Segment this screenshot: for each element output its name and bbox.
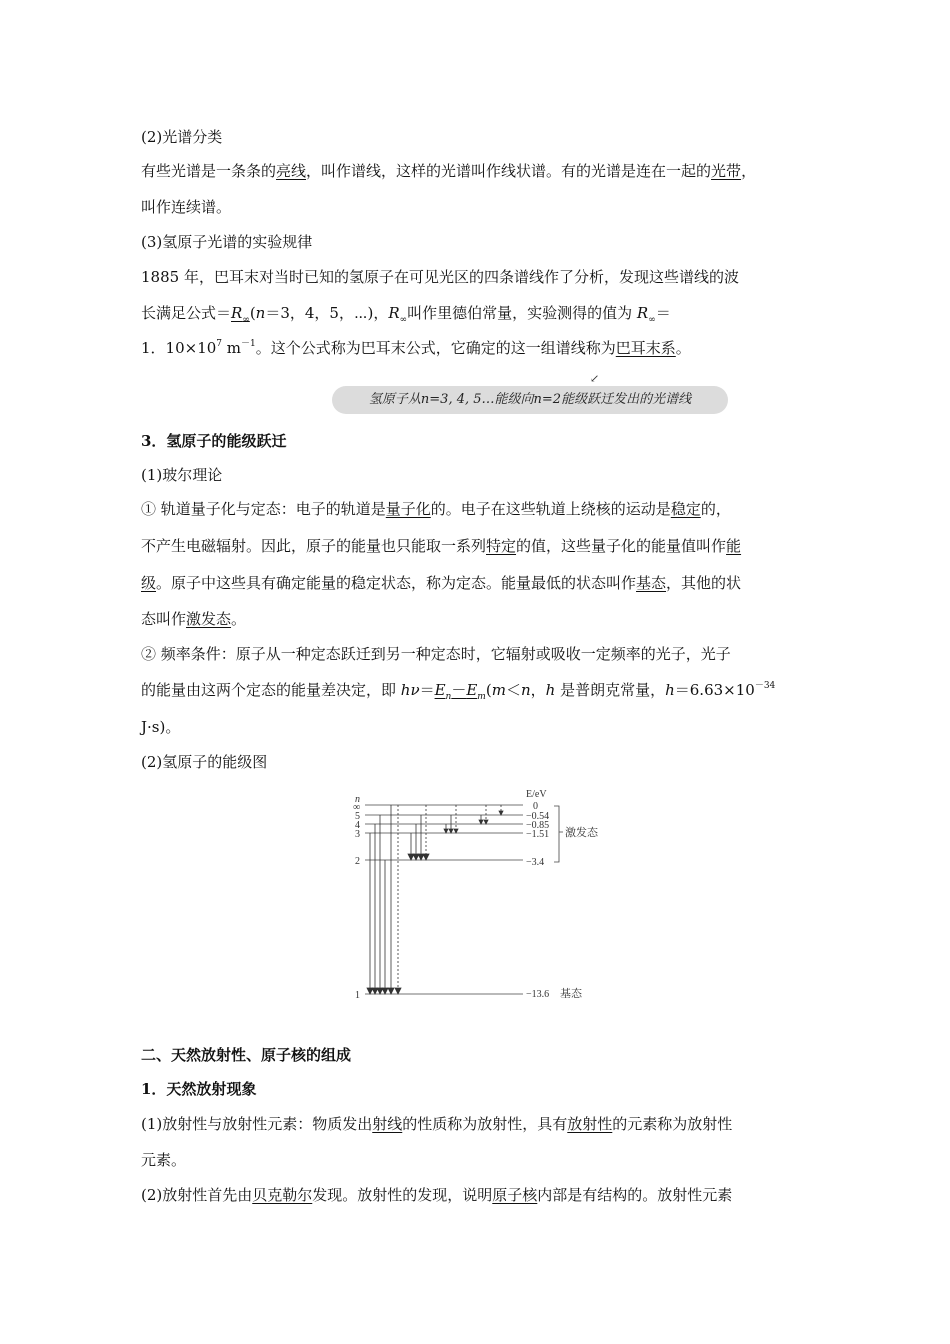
level-label-2: 2 xyxy=(355,856,360,867)
paragraph-line: 叫作连续谱。 xyxy=(141,198,232,216)
text: (1)放射性与放射性元素：物质发出 xyxy=(141,1115,373,1133)
text: ＝ xyxy=(655,304,671,322)
arrowhead xyxy=(449,829,453,833)
ground-state-label: 基态 xyxy=(560,988,582,1000)
pointer-arrow-icon: ↙ xyxy=(590,372,600,385)
symbol: － xyxy=(451,681,467,699)
level-label-5: 5 xyxy=(355,811,360,822)
symbol: R xyxy=(231,304,243,322)
level-label-4: 4 xyxy=(355,820,360,831)
text: ＝6.63×10 xyxy=(674,681,755,699)
energy-value-3: −1.51 xyxy=(526,829,550,840)
text: ，叫作谱线，这样的光谱叫作线状谱。有的光谱是连在一起的 xyxy=(306,162,712,180)
symbol: n xyxy=(255,304,266,322)
subsection-hydrogen-law: (3)氢原子光谱的实验规律 xyxy=(141,233,313,251)
handwritten-note: 氢原子从n=3, 4, 5…能级向n=2能级跃迁发出的光谱线 xyxy=(332,386,728,414)
paragraph-line xyxy=(141,302,671,331)
symbol: n xyxy=(520,681,531,699)
symbol: h xyxy=(545,681,556,699)
text: 是普朗克常量， xyxy=(555,681,666,699)
text: 叫作里德伯常量，实验测得的值为 xyxy=(407,304,637,322)
subsection-spectra-class: (2)光谱分类 xyxy=(141,128,223,146)
text: 的值，这些量子化的能量值叫作 xyxy=(516,537,727,555)
blank-answer: 光带 xyxy=(711,162,742,180)
blank-answer: 射线 xyxy=(372,1115,403,1133)
symbol: R xyxy=(636,304,649,322)
text: 态叫作 xyxy=(141,610,187,628)
subsection-bohr: (1)玻尔理论 xyxy=(141,466,223,484)
rydberg-symbol xyxy=(231,304,250,325)
level-label-1: 1 xyxy=(355,990,360,1001)
superscript: －1 xyxy=(241,339,256,349)
symbol: E xyxy=(434,681,446,699)
energy-value-2: −3.4 xyxy=(526,857,545,868)
paragraph-line xyxy=(141,337,691,359)
level-label-3: 3 xyxy=(355,829,360,840)
paragraph-line xyxy=(141,1184,732,1206)
symbol: h xyxy=(665,681,675,699)
n-axis-label: n xyxy=(355,794,360,805)
section-heading: 3．氢原子的能级跃迁 xyxy=(141,432,287,450)
text: ① 轨道量子化与定态：电子的轨道是 xyxy=(141,500,386,518)
text: ，其他的状 xyxy=(666,574,742,592)
blank-answer: 基态 xyxy=(636,574,667,592)
blank-answer: 级 xyxy=(141,574,157,592)
text: 长满足公式＝ xyxy=(141,304,232,322)
paragraph-line xyxy=(141,1113,732,1135)
excited-bracket xyxy=(554,806,563,862)
energy-value-0: 0 xyxy=(533,801,538,812)
blank-answer: 亮线 xyxy=(276,162,307,180)
energy-value-4: −0.85 xyxy=(526,820,550,831)
energy-value-1: −13.6 xyxy=(526,989,550,1000)
text: 的性质称为放射性，具有 xyxy=(402,1115,568,1133)
energy-level-diagram xyxy=(340,784,620,1006)
blank-answer: 原子核 xyxy=(492,1186,538,1204)
text: ＝3，4，5，⋯)， xyxy=(265,304,389,322)
text: 发现。放射性的发现，说明 xyxy=(312,1186,493,1204)
text: 的。电子在这些轨道上绕核的运动是 xyxy=(430,500,671,518)
blank-answer: 特定 xyxy=(486,537,517,555)
energy-axis-label: E/eV xyxy=(526,789,547,800)
section-heading: 1．天然放射现象 xyxy=(141,1080,257,1098)
text: 。原子中这些具有确定能量的稳定状态，称为定态。能量最低的状态叫作 xyxy=(156,574,637,592)
paragraph-line xyxy=(141,160,756,182)
energy-difference xyxy=(434,681,486,702)
text: 的， xyxy=(700,500,731,518)
chapter-heading: 二、天然放射性、原子核的组成 xyxy=(141,1046,352,1064)
text: 1．10×10 xyxy=(141,339,217,357)
paragraph-line xyxy=(141,535,741,557)
subscript: ∞ xyxy=(648,315,656,325)
arrowhead xyxy=(444,829,448,833)
symbol: E xyxy=(466,681,478,699)
text: 。 xyxy=(675,339,691,357)
text: 的能量由这两个定态的能量差决定，即 xyxy=(141,681,401,699)
text: ( xyxy=(485,681,492,699)
blank-answer: 能 xyxy=(726,537,742,555)
arrowhead xyxy=(388,988,394,994)
blank-answer: 巴耳末系 xyxy=(615,339,676,357)
arrowhead xyxy=(382,988,388,994)
text: 。 xyxy=(231,610,247,628)
subsection-levels: (2)氢原子的能级图 xyxy=(141,753,268,771)
text: m xyxy=(222,339,242,357)
paragraph-line xyxy=(141,572,741,594)
subscript: n xyxy=(445,692,452,702)
text: (2)放射性首先由 xyxy=(141,1186,253,1204)
paragraph-line: 元素。 xyxy=(141,1151,187,1169)
arrowhead xyxy=(484,820,488,824)
text: 内部是有结构的。放射性元素 xyxy=(537,1186,733,1204)
arrowhead xyxy=(454,829,458,833)
text: ， xyxy=(530,681,546,699)
text: ， xyxy=(741,162,757,180)
paragraph-line: J·s)。 xyxy=(141,718,181,736)
paragraph-line xyxy=(141,679,775,708)
text: 不产生电磁辐射。因此，原子的能量也只能取一系列 xyxy=(141,537,487,555)
superscript: 7 xyxy=(216,339,223,349)
arrowhead xyxy=(423,854,429,860)
paragraph-line: 1885 年，巴耳末对当时已知的氢原子在可见光区的四条谱线作了分析，发现这些谱线的波 xyxy=(141,268,739,286)
excited-state-label: 激发态 xyxy=(565,827,598,839)
paragraph-line: ② 频率条件：原子从一种定态跃迁到另一种定态时，它辐射或吸收一定频率的光子，光子 xyxy=(141,645,731,663)
blank-answer: 放射性 xyxy=(567,1115,613,1133)
blank-answer: 稳定 xyxy=(670,500,701,518)
subscript: ∞ xyxy=(242,315,250,325)
paragraph-line xyxy=(141,498,731,520)
blank-answer: 贝克勒尔 xyxy=(252,1186,313,1204)
superscript: －34 xyxy=(754,681,776,691)
arrowhead xyxy=(499,811,503,815)
text: ( xyxy=(249,304,256,322)
arrowhead xyxy=(479,820,483,824)
paragraph-line xyxy=(141,608,246,630)
symbol: hν xyxy=(400,681,420,699)
text: 。这个公式称为巴耳末公式，它确定的这一组谱线称为 xyxy=(255,339,616,357)
text: 有些光谱是一条条的 xyxy=(141,162,277,180)
symbol: R xyxy=(388,304,400,322)
text: ＝ xyxy=(419,681,435,699)
energy-value-5: −0.54 xyxy=(526,811,550,822)
text: 的元素称为放射性 xyxy=(612,1115,733,1133)
symbol: m xyxy=(491,681,506,699)
arrowhead xyxy=(395,988,401,994)
text: ＜ xyxy=(505,681,521,699)
blank-answer: 量子化 xyxy=(385,500,431,518)
subscript: ∞ xyxy=(399,315,408,325)
blank-answer: 激发态 xyxy=(186,610,232,628)
level-label-inf: ∞ xyxy=(353,802,361,813)
subscript: m xyxy=(477,692,486,702)
